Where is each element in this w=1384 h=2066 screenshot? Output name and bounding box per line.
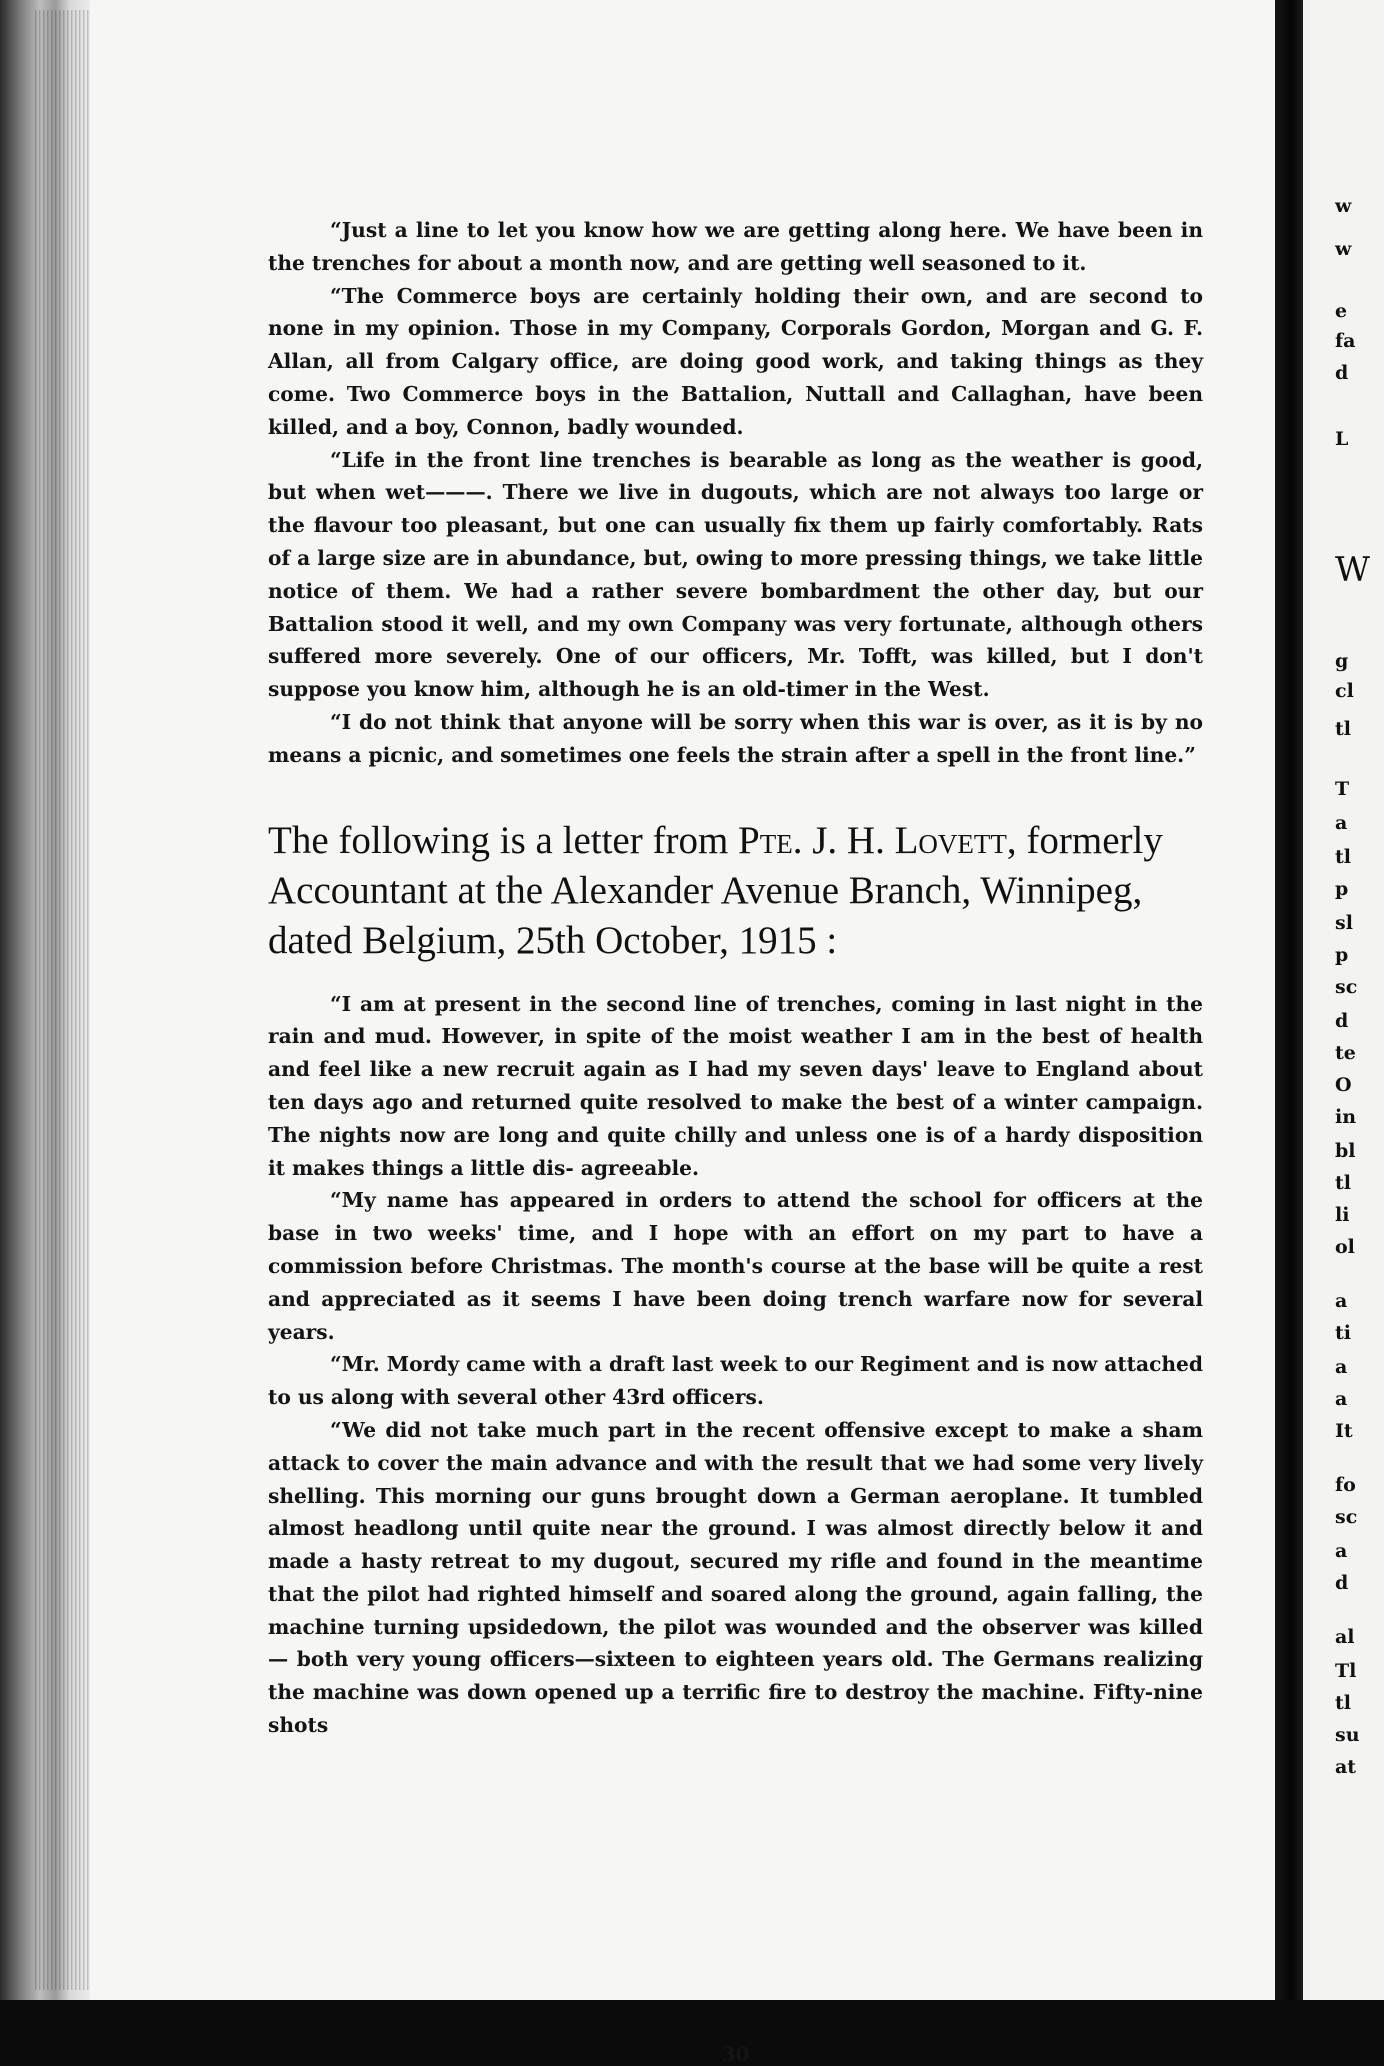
facing-page-fragment: O <box>1335 1074 1352 1096</box>
letter-one <box>268 214 1203 772</box>
heading-initials: J. H. <box>802 818 895 862</box>
letter-paragraph: “I am at present in the second line of trenches, coming in last night in the rain and mud. However, in spite of the moist weather I am in the best of health and feel like a new recruit again as I had my seven days' leave to England about ten days ago and returned quite resolved to make the best of a winter campaign. The nights now are long and quite chilly and unless one is of a hardy disposition it makes things a little dis- agreeable. <box>268 991 1203 1180</box>
facing-page-fragment: p <box>1335 878 1349 900</box>
facing-page-fragment: p <box>1335 944 1349 966</box>
facing-page-fragment: ol <box>1335 1236 1355 1258</box>
letter-paragraph: “We did not take much part in the recent offensive except to make a sham attack to cover the main advance and with the result that we had some very lively shelling. This morning our guns brought down a German aeroplane. It tumbled almost headlong until quite near the ground. I was almost directly below it and made a hasty retreat to my dugout, secured my rifle and found in the meantime that the pilot had righted himself and soared along the ground, again falling, the machine turning upsidedown, the pilot was wounded and the observer was killed — both very young officers—sixteen to eighteen years old. The Germans realizing the machine was down opened up a terrific fire to destroy the machine. Fifty-nine shots <box>268 1417 1203 1738</box>
facing-page-fragment: g <box>1335 650 1349 672</box>
facing-page-fragment: bl <box>1335 1140 1356 1162</box>
facing-page-fragment: at <box>1335 1756 1357 1778</box>
letter-paragraph: “Mr. Mordy came with a draft last week to our Regiment and is now attached to us along with several other 43rd officers. <box>268 1352 1203 1410</box>
letter-paragraph: “Life in the front line trenches is bearable as long as the weather is good, but when wet———. There we live in dugouts, which are not always too large or the flavour too pleasant, but one can usually fix them up fairly comfortably. Rats of a large size are in abundance, but, owing to more pressing things, we take little notice of them. We had a rather severe bombardment the other day, but our Battalion stood it well, and my own Company was very fortunate, although others suffered more severely. One of our officers, Mr. Tofft, was killed, but I don't suppose you know him, although he is an old-timer in the West. <box>268 447 1203 702</box>
facing-page-fragment: a <box>1335 812 1348 834</box>
facing-page-fragment: L <box>1335 428 1349 450</box>
facing-page-fragment: tl <box>1335 846 1351 868</box>
facing-page-edge <box>1303 0 1384 2000</box>
facing-page-fragment: e <box>1335 300 1348 322</box>
letter-paragraph: “My name has appeared in orders to attend the school for officers at the base in two weeks' time, and I hope with an effort on my part to have a commission before Christmas. The month's course at the base will be quite a rest and appreciated as it seems I have been doing trench warfare now for several years. <box>268 1188 1203 1344</box>
heading-rank: Pte. <box>738 818 803 862</box>
heading-details: , formerly Accountant at the Alexander Avenue Branch, Winnipeg, dated Belgium, 25th October, 1915 : <box>268 818 1163 962</box>
letter-paragraph: “I do not think that anyone will be sorry when this war is over, as it is by no means a picnic, and sometimes one feels the strain after a spell in the front line.” <box>268 709 1203 767</box>
letter-heading <box>268 816 1203 966</box>
facing-page-fragment: in <box>1335 1106 1357 1128</box>
facing-page-fragment: sl <box>1335 912 1353 934</box>
facing-page-fragment: W <box>1335 550 1370 590</box>
facing-page-fragment: tl <box>1335 1172 1351 1194</box>
facing-page-fragment: li <box>1335 1204 1350 1226</box>
letter-two <box>268 988 1203 1742</box>
letter-paragraph: “The Commerce boys are certainly holding their own, and are second to none in my opinion. Those in my Company, Corporals Gordon, Morgan and G. F. Allan, all from Calgary office, are doing good work, and taking things as they come. Two Commerce boys in the Battalion, Nuttall and Callaghan, have been killed, and a boy, Connon, badly wounded. <box>268 283 1203 439</box>
facing-page-fragment: te <box>1335 1042 1356 1064</box>
book-gutter <box>1275 0 1303 2000</box>
facing-page-fragment: ti <box>1335 1322 1351 1344</box>
facing-page-fragment: Tl <box>1335 1660 1357 1682</box>
facing-page-fragment: w <box>1335 238 1352 260</box>
facing-page-fragment: su <box>1335 1724 1360 1746</box>
facing-page-fragment: It <box>1335 1420 1353 1442</box>
facing-page-fragment: d <box>1335 362 1349 384</box>
facing-page-fragment: sc <box>1335 1506 1358 1528</box>
facing-page-fragment: al <box>1335 1626 1355 1648</box>
heading-surname: Lovett <box>894 818 1007 862</box>
facing-page-fragment: a <box>1335 1388 1348 1410</box>
facing-page-fragment: a <box>1335 1540 1348 1562</box>
facing-page-fragment: tl <box>1335 1692 1351 1714</box>
page-edges <box>35 10 95 1990</box>
facing-page-fragment: fa <box>1335 330 1356 352</box>
facing-page-fragment: sc <box>1335 976 1358 998</box>
facing-page-fragment: cl <box>1335 680 1354 702</box>
facing-page-fragment: tl <box>1335 718 1351 740</box>
facing-page-fragment: w <box>1335 195 1352 217</box>
facing-page-fragment: a <box>1335 1290 1348 1312</box>
letter-paragraph: “Just a line to let you know how we are getting along here. We have been in the trenches for about a month now, and are getting well seasoned to it. <box>268 218 1203 275</box>
facing-page-fragment: d <box>1335 1572 1349 1594</box>
facing-page-fragment: d <box>1335 1010 1349 1032</box>
facing-page-fragment: T <box>1335 778 1350 800</box>
facing-page-fragment: a <box>1335 1356 1348 1378</box>
page-content <box>268 214 1203 2066</box>
heading-intro: The following is a letter from <box>268 818 739 862</box>
page-number: 30 <box>721 2042 750 2066</box>
facing-page-fragment: fo <box>1335 1474 1356 1496</box>
